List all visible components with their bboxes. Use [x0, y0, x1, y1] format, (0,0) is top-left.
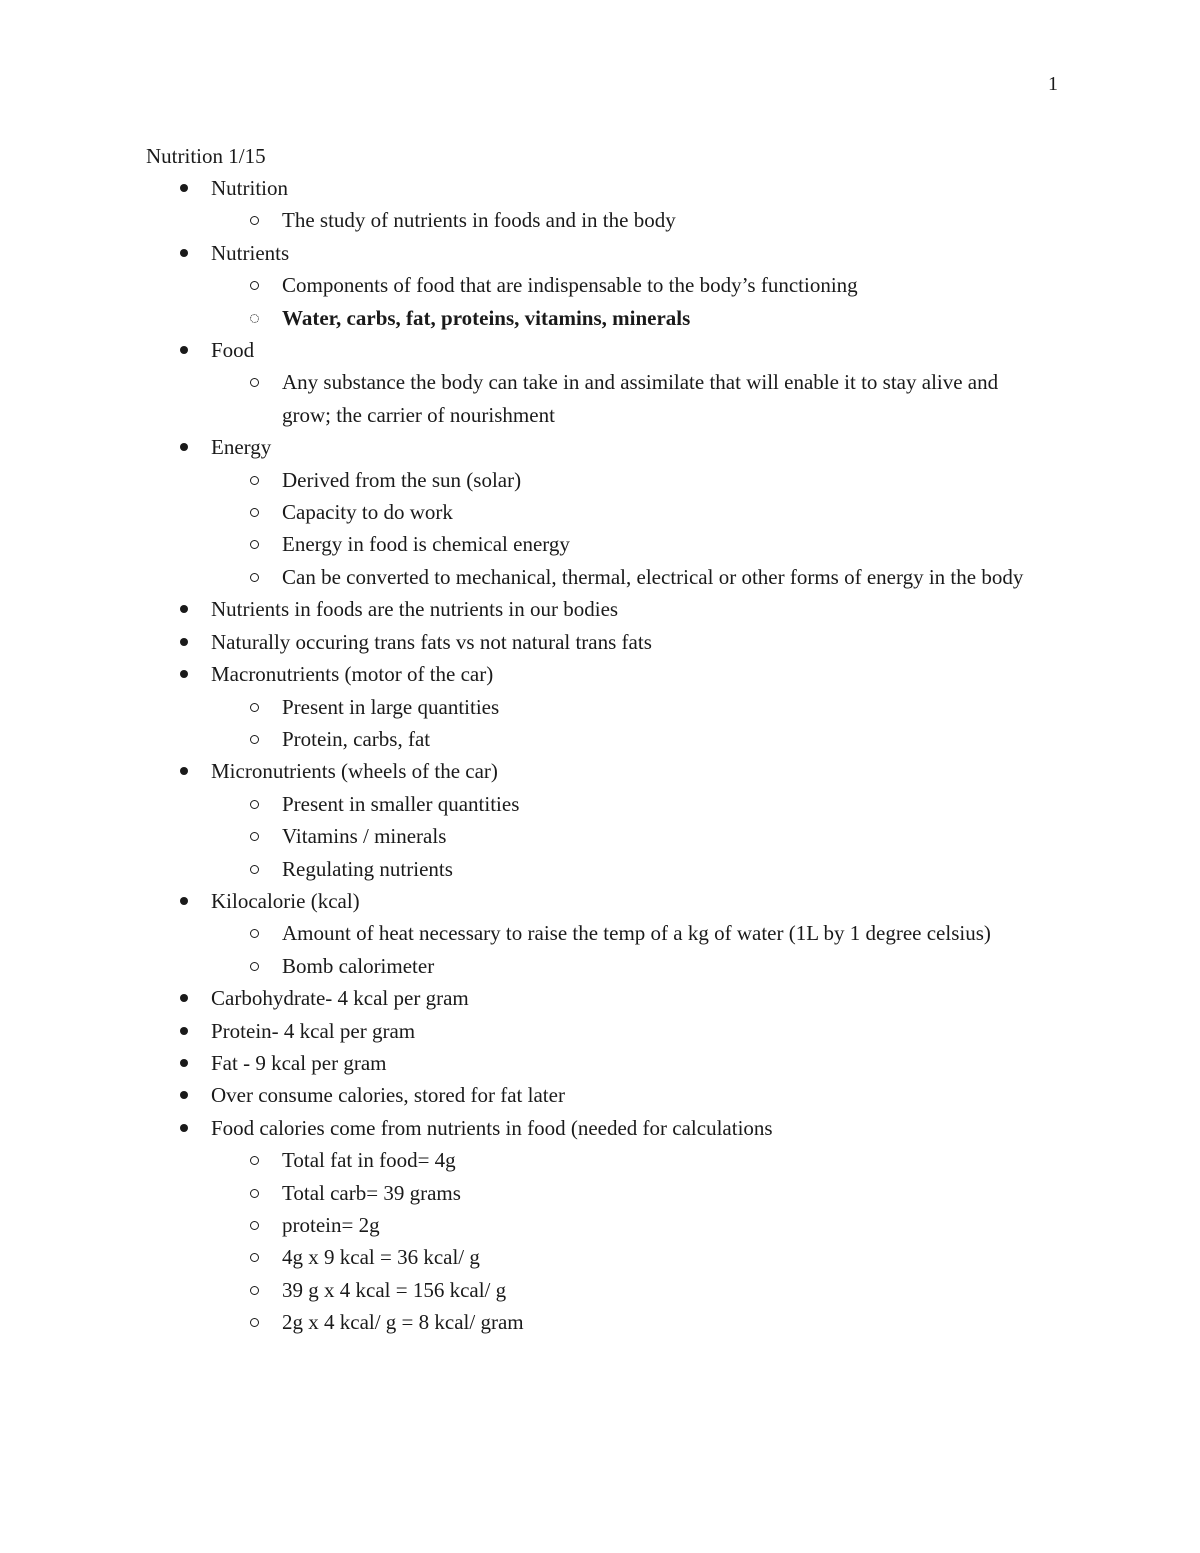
- bullet-item: [0, 431, 1200, 463]
- bullet-text: Fat - 9 kcal per gram: [211, 1050, 387, 1075]
- sub-bullet-item: [0, 1241, 1200, 1273]
- bullet-item: [0, 626, 1200, 658]
- bullet-text: Over consume calories, stored for fat later: [211, 1083, 565, 1108]
- bullet-text: Energy: [211, 435, 272, 460]
- bullet-text: Nutrition: [211, 176, 288, 200]
- hollow-bullet-icon: [250, 540, 259, 549]
- hollow-bullet-icon: [250, 962, 259, 971]
- sub-bullet-item: [0, 464, 1200, 496]
- hollow-bullet-icon: [250, 573, 259, 582]
- hollow-bullet-icon: [250, 1286, 259, 1295]
- bullet-text: 39 g x 4 kcal = 156 kcal/ g: [282, 1277, 507, 1302]
- bullet-text: Macronutrients (motor of the car): [211, 662, 494, 687]
- bullet-text: Present in large quantities: [282, 694, 500, 719]
- bullet-text: 4g x 9 kcal = 36 kcal/ g: [282, 1245, 480, 1270]
- page-number: 1: [1048, 73, 1058, 95]
- hollow-bullet-icon: [250, 1318, 259, 1327]
- sub-bullet-item: [0, 269, 1200, 301]
- bullet-text: Derived from the sun (solar): [282, 467, 522, 492]
- bullet-text: Food: [211, 338, 255, 363]
- filled-bullet-icon: [180, 638, 188, 646]
- bullet-item: [0, 1047, 1200, 1079]
- bullet-text: Carbohydrate- 4 kcal per gram: [211, 986, 469, 1011]
- sub-bullet-item: [0, 723, 1200, 755]
- filled-bullet-icon: [180, 767, 188, 775]
- hollow-bullet-icon: [250, 1221, 259, 1230]
- bullet-text: Bomb calorimeter: [282, 953, 435, 978]
- bullet-text: Energy in food is chemical energy: [282, 532, 570, 557]
- bullet-text: Regulating nutrients: [282, 856, 453, 881]
- bullet-item: [0, 334, 1200, 366]
- bullet-text: Protein- 4 kcal per gram: [211, 1018, 416, 1043]
- filled-bullet-icon: [180, 994, 188, 1002]
- filled-bullet-icon: [180, 1091, 188, 1099]
- filled-bullet-icon: [180, 346, 188, 354]
- hollow-bullet-icon: [250, 216, 259, 225]
- bullet-text: Amount of heat necessary to raise the temp of a kg of water (1L by 1 degree celsius): [282, 921, 991, 946]
- bullet-item: [0, 755, 1200, 787]
- sub-bullet-item: [0, 302, 1200, 334]
- bullet-text: Water, carbs, fat, proteins, vitamins, minerals: [282, 305, 691, 330]
- filled-bullet-icon: [180, 605, 188, 613]
- sub-bullet-item: [0, 853, 1200, 885]
- filled-bullet-icon: [180, 443, 188, 451]
- hollow-bullet-icon: [250, 476, 259, 485]
- bullet-item: [0, 1015, 1200, 1047]
- hollow-bullet-icon: [250, 865, 259, 874]
- bullet-text: Nutrients: [211, 240, 290, 265]
- bullet-text: Vitamins / minerals: [282, 824, 447, 849]
- bullet-text: Nutrients in foods are the nutrients in our bodies: [211, 597, 619, 622]
- bullet-text: Micronutrients (wheels of the car): [211, 759, 498, 784]
- bullet-text: protein= 2g: [282, 1213, 380, 1237]
- hollow-bullet-icon: [250, 735, 259, 744]
- bullet-item: [0, 1079, 1200, 1111]
- bullet-item: [0, 1112, 1200, 1144]
- bullet-text: Components of food that are indispensable to the body’s functioning: [282, 273, 858, 298]
- sub-bullet-item: [0, 366, 1200, 431]
- hollow-bullet-icon: [250, 314, 259, 323]
- hollow-bullet-icon: [250, 1189, 259, 1198]
- bullet-item: [0, 885, 1200, 917]
- sub-bullet-item: [0, 1209, 1200, 1241]
- sub-bullet-item: [0, 1306, 1200, 1338]
- bullet-text: 2g x 4 kcal/ g = 8 kcal/ gram: [282, 1310, 524, 1335]
- bullet-text: Can be converted to mechanical, thermal, electrical or other forms of energy in the body: [282, 564, 1024, 589]
- bullet-text: Present in smaller quantities: [282, 791, 520, 816]
- filled-bullet-icon: [180, 670, 188, 678]
- sub-bullet-item: [0, 950, 1200, 982]
- filled-bullet-icon: [180, 249, 188, 257]
- bullet-text: Total fat in food= 4g: [282, 1148, 456, 1173]
- sub-bullet-item: [0, 820, 1200, 852]
- filled-bullet-icon: [180, 1059, 188, 1067]
- bullet-item: [0, 172, 1200, 204]
- filled-bullet-icon: [180, 1124, 188, 1132]
- bullet-text: The study of nutrients in foods and in the body: [282, 208, 676, 233]
- bullet-text: Food calories come from nutrients in food (needed for calculations: [211, 1115, 773, 1140]
- bullet-item: [0, 593, 1200, 625]
- sub-bullet-item: [0, 561, 1200, 593]
- sub-bullet-item: [0, 1144, 1200, 1176]
- hollow-bullet-icon: [250, 800, 259, 809]
- bullet-text: Naturally occuring trans fats vs not natural trans fats: [211, 629, 652, 654]
- bullet-text: Protein, carbs, fat: [282, 726, 431, 751]
- bullet-item: [0, 658, 1200, 690]
- bullet-item: [0, 237, 1200, 269]
- hollow-bullet-icon: [250, 703, 259, 712]
- notes-outline: [0, 172, 1200, 1339]
- hollow-bullet-icon: [250, 508, 259, 517]
- hollow-bullet-icon: [250, 378, 259, 387]
- hollow-bullet-icon: [250, 1156, 259, 1165]
- hollow-bullet-icon: [250, 832, 259, 841]
- document-title: Nutrition 1/15: [146, 144, 266, 168]
- bullet-text: Total carb= 39 grams: [282, 1180, 461, 1205]
- sub-bullet-item: [0, 528, 1200, 560]
- sub-bullet-item: [0, 1177, 1200, 1209]
- filled-bullet-icon: [180, 897, 188, 905]
- sub-bullet-item: [0, 788, 1200, 820]
- bullet-item: [0, 982, 1200, 1014]
- sub-bullet-item: [0, 204, 1200, 236]
- bullet-text: Kilocalorie (kcal): [211, 888, 360, 913]
- hollow-bullet-icon: [250, 929, 259, 938]
- filled-bullet-icon: [180, 184, 188, 192]
- sub-bullet-item: [0, 917, 1200, 949]
- hollow-bullet-icon: [250, 1253, 259, 1262]
- bullet-text: Capacity to do work: [282, 500, 453, 525]
- sub-bullet-item: [0, 691, 1200, 723]
- bullet-text: Any substance the body can take in and assimilate that will enable it to stay alive and grow; the carrier of nourishment: [282, 370, 999, 427]
- sub-bullet-item: [0, 1274, 1200, 1306]
- filled-bullet-icon: [180, 1027, 188, 1035]
- hollow-bullet-icon: [250, 281, 259, 290]
- sub-bullet-item: [0, 496, 1200, 528]
